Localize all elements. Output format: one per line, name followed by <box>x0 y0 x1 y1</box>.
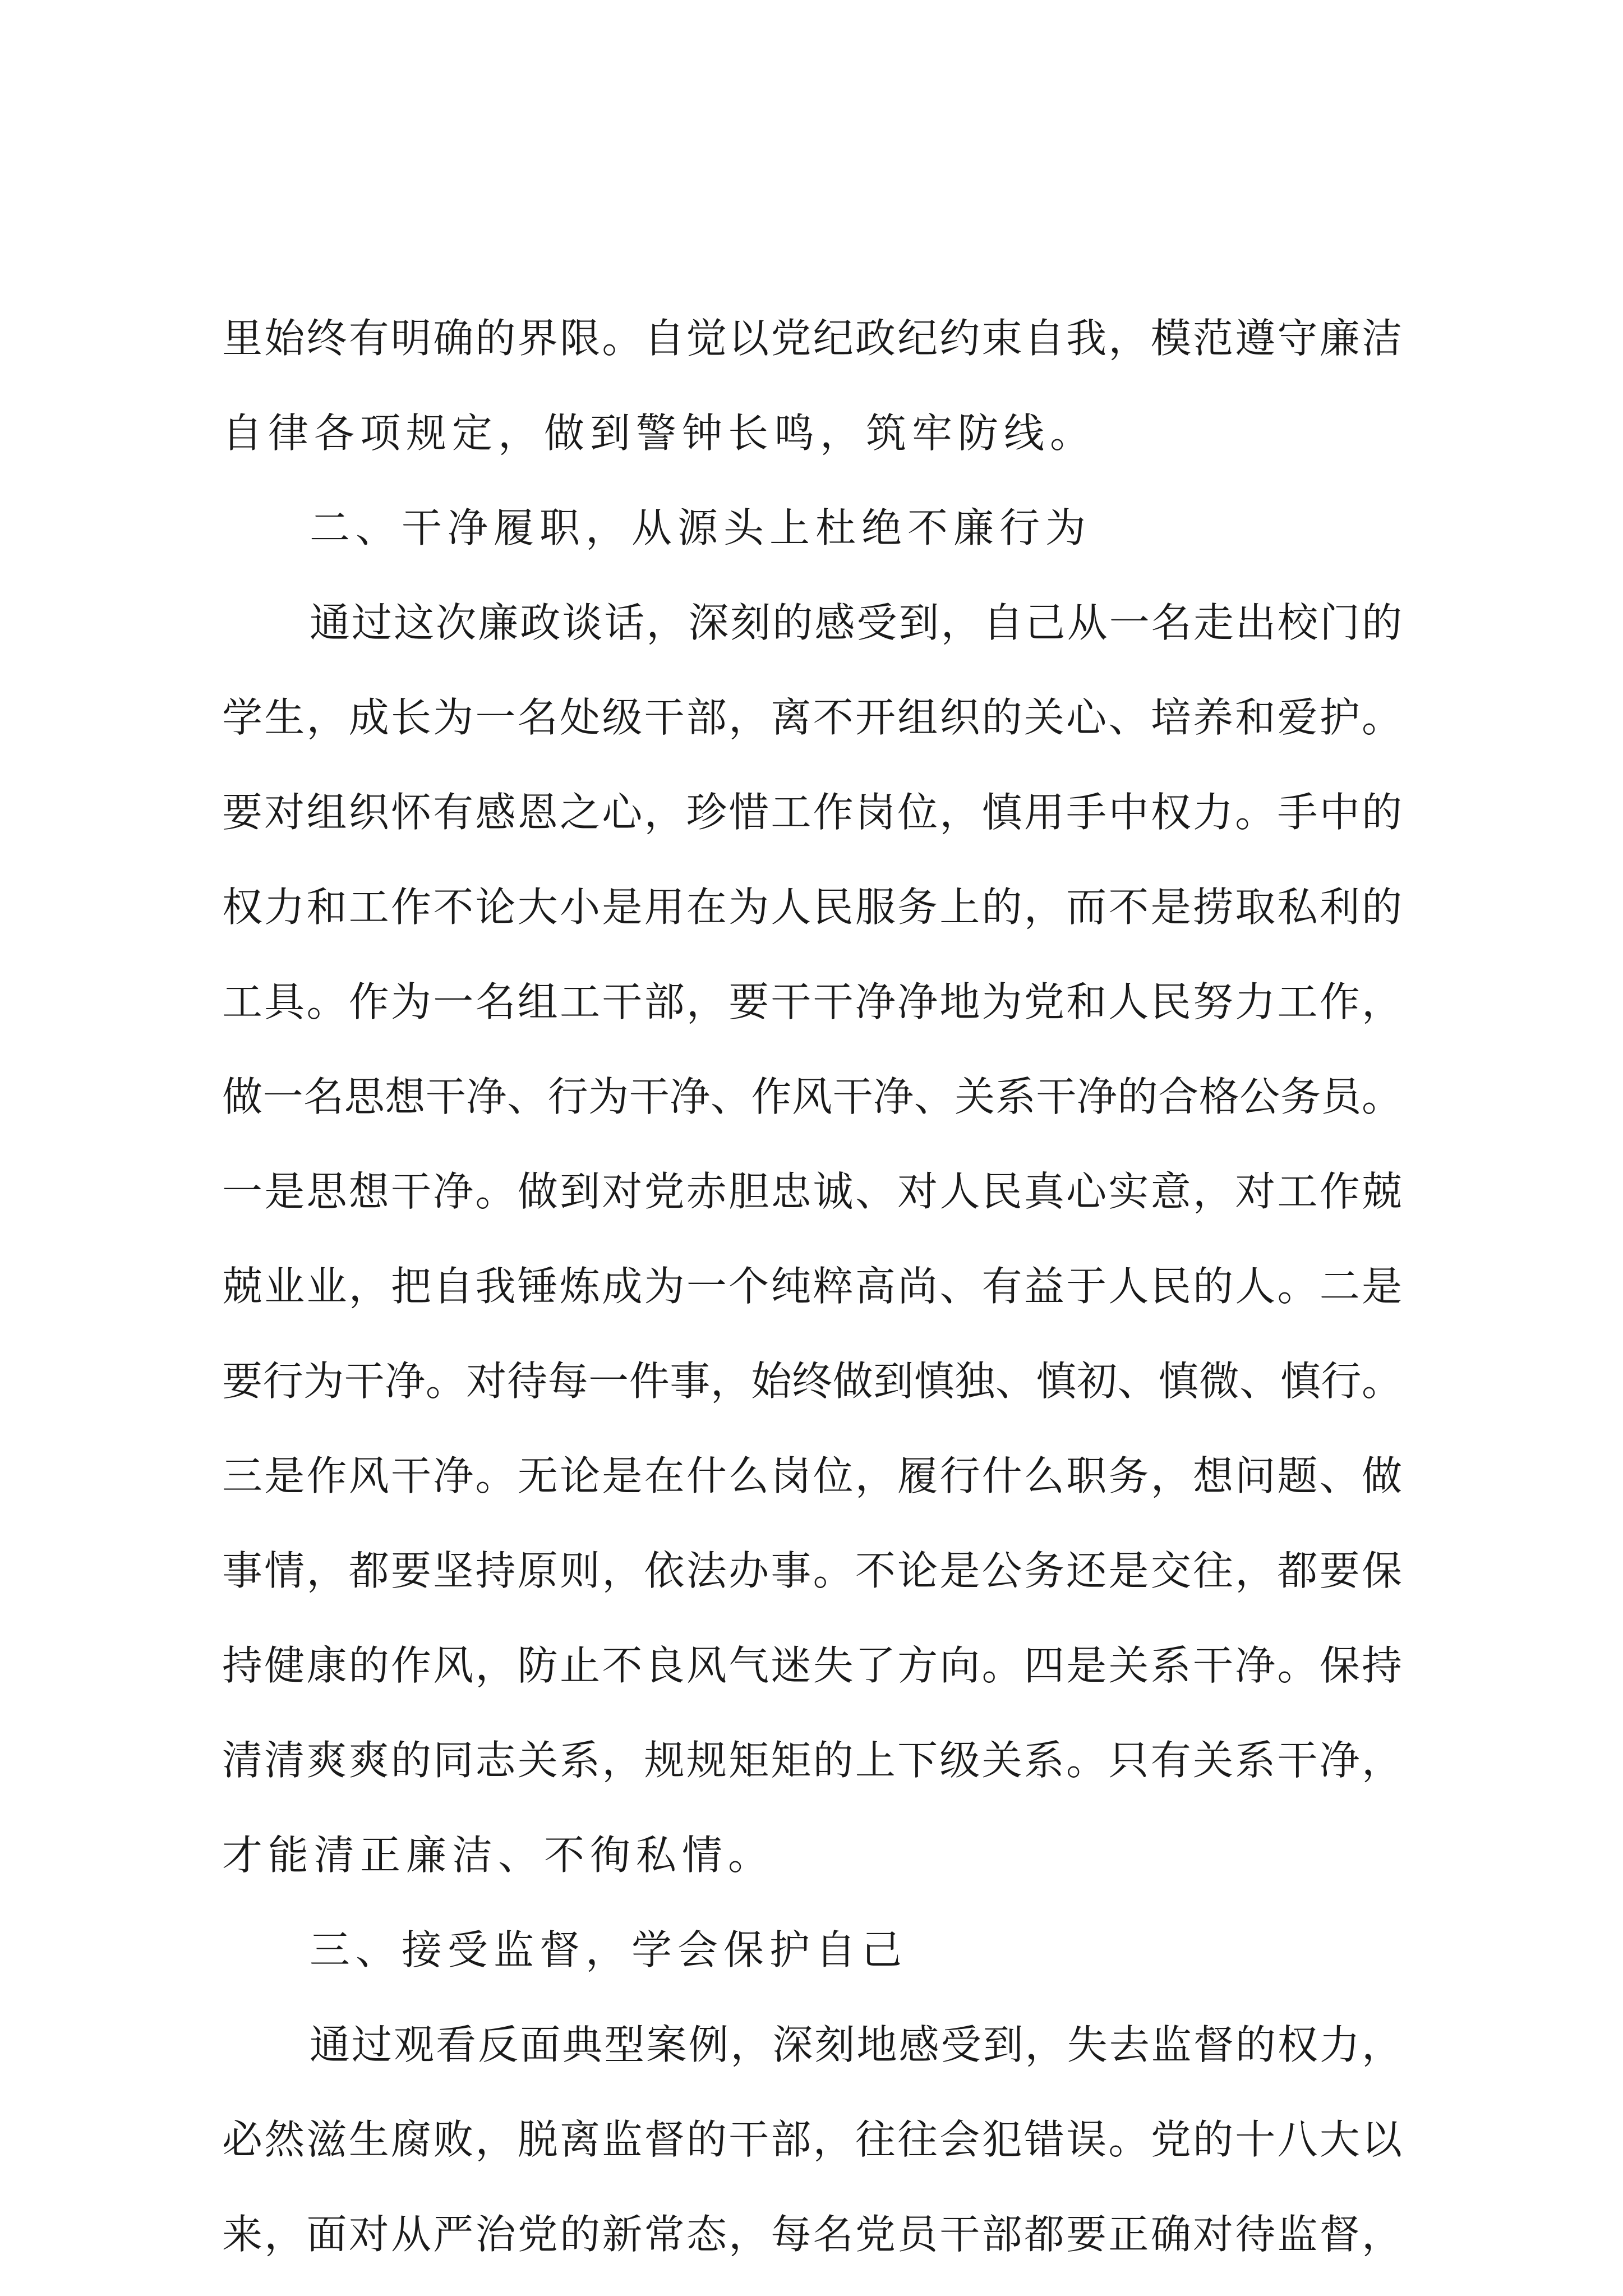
text-line: 通过观看反面典型案例，深刻地感受到，失去监督的权力， <box>310 2021 1402 2068</box>
text-line: 通过这次廉政谈话，深刻的感受到，自己从一名走出校门的 <box>310 599 1402 646</box>
text-line: 工具。作为一名组工干部，要干干净净地为党和人民努力工作， <box>222 978 1402 1025</box>
text-line: 里始终有明确的界限。自觉以党纪政纪约束自我，模范遵守廉洁 <box>222 315 1402 362</box>
text-line: 才能清正廉洁、不徇私情。 <box>222 1832 774 1879</box>
text-line: 自律各项规定，做到警钟长鸣，筑牢防线。 <box>222 409 1096 457</box>
text-line: 权力和工作不论大小是用在为人民服务上的，而不是捞取私利的 <box>222 884 1402 931</box>
text-line: 一是思想干净。做到对党赤胆忠诚、对人民真心实意，对工作兢 <box>222 1168 1402 1215</box>
text-line: 必然滋生腐败，脱离监督的干部，往往会犯错误。党的十八大以 <box>222 2116 1402 2163</box>
text-line: 清清爽爽的同志关系，规规矩矩的上下级关系。只有关系干净， <box>222 1737 1402 1784</box>
text-line: 要行为干净。对待每一件事，始终做到慎独、慎初、慎微、慎行。 <box>222 1358 1402 1405</box>
section-heading: 二、干净履职，从源头上杜绝不廉行为 <box>310 504 1092 551</box>
text-line: 来，面对从严治党的新常态，每名党员干部都要正确对待监督， <box>222 2211 1402 2258</box>
text-line: 学生，成长为一名处级干部，离不开组织的关心、培养和爱护。 <box>222 694 1402 741</box>
text-line: 三是作风干净。无论是在什么岗位，履行什么职务，想问题、做 <box>222 1452 1402 1499</box>
text-line: 持健康的作风，防止不良风气迷失了方向。四是关系干净。保持 <box>222 1642 1402 1689</box>
text-line: 做一名思想干净、行为干净、作风干净、关系干净的合格公务员。 <box>222 1073 1402 1120</box>
text-line: 事情，都要坚持原则，依法办事。不论是公务还是交往，都要保 <box>222 1547 1402 1594</box>
text-line: 兢业业，把自我锤炼成为一个纯粹高尚、有益于人民的人。二是 <box>222 1263 1402 1310</box>
section-heading: 三、接受监督，学会保护自己 <box>310 1926 908 1973</box>
text-line: 要对组织怀有感恩之心，珍惜工作岗位，慎用手中权力。手中的 <box>222 789 1402 836</box>
